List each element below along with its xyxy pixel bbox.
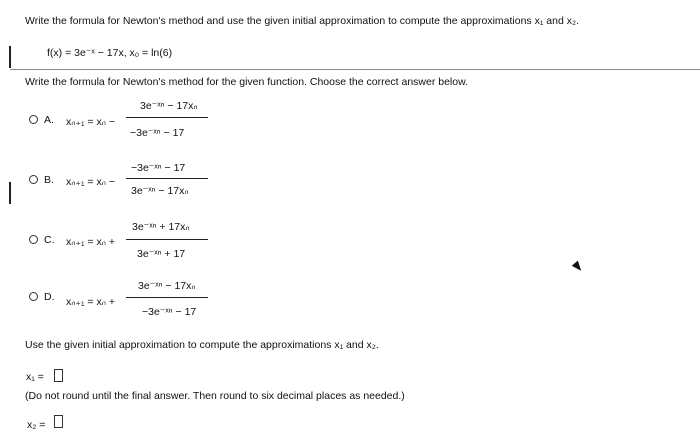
option-c-fraction-bar [126,239,208,240]
option-b-label: B. [44,174,54,186]
option-d-lhs: xₙ₊₁ = xₙ + [66,296,115,308]
option-b-denominator: 3e⁻ˣⁿ − 17xₙ [131,185,189,197]
option-d-fraction-bar [126,297,208,298]
option-c-lhs: xₙ₊₁ = xₙ + [66,236,115,248]
part2-instruction: Use the given initial approximation to compute the approximations x₁ and x₂. [25,339,379,351]
option-d-numerator: 3e⁻ˣⁿ − 17xₙ [138,280,196,292]
option-c-label: C. [44,234,55,246]
option-b-lhs: xₙ₊₁ = xₙ − [66,176,115,188]
left-edge-mark [9,46,11,68]
option-a-lhs: xₙ₊₁ = xₙ − [66,116,115,128]
x2-answer-box[interactable] [54,415,63,428]
option-c-radio[interactable] [29,235,38,244]
rounding-note: (Do not round until the final answer. Then round to six decimal places as needed.) [25,390,405,402]
part1-instruction: Write the formula for Newton's method for the given function. Choose the correct answer below. [25,76,469,88]
option-c-numerator: 3e⁻ˣⁿ + 17xₙ [132,221,190,233]
option-b-fraction-bar [126,178,208,179]
x2-label: x₂ = [27,419,46,431]
option-d-radio[interactable] [29,292,38,301]
question-prompt: Write the formula for Newton's method and use the given initial approximation to compute the approximations x₁ and x₂. [25,15,579,27]
option-a-numerator: 3e⁻ˣⁿ − 17xₙ [140,100,198,112]
x1-label: x₁ = [26,371,44,383]
left-edge-mark [9,182,11,204]
option-c-denominator: 3e⁻ˣⁿ + 17 [137,248,186,260]
option-a-radio[interactable] [29,115,38,124]
option-b-radio[interactable] [29,175,38,184]
function-definition: f(x) = 3e⁻ˣ − 17x, x₀ = ln(6) [47,47,173,59]
option-d-denominator: −3e⁻ˣⁿ − 17 [142,306,197,318]
option-d-label: D. [44,291,55,303]
option-a-label: A. [44,114,54,126]
mouse-pointer-icon [572,261,585,274]
x1-answer-box[interactable] [54,369,63,382]
section-divider [10,69,700,70]
option-b-numerator: −3e⁻ˣⁿ − 17 [131,162,186,174]
option-a-fraction-bar [126,117,208,118]
option-a-denominator: −3e⁻ˣⁿ − 17 [130,127,185,139]
